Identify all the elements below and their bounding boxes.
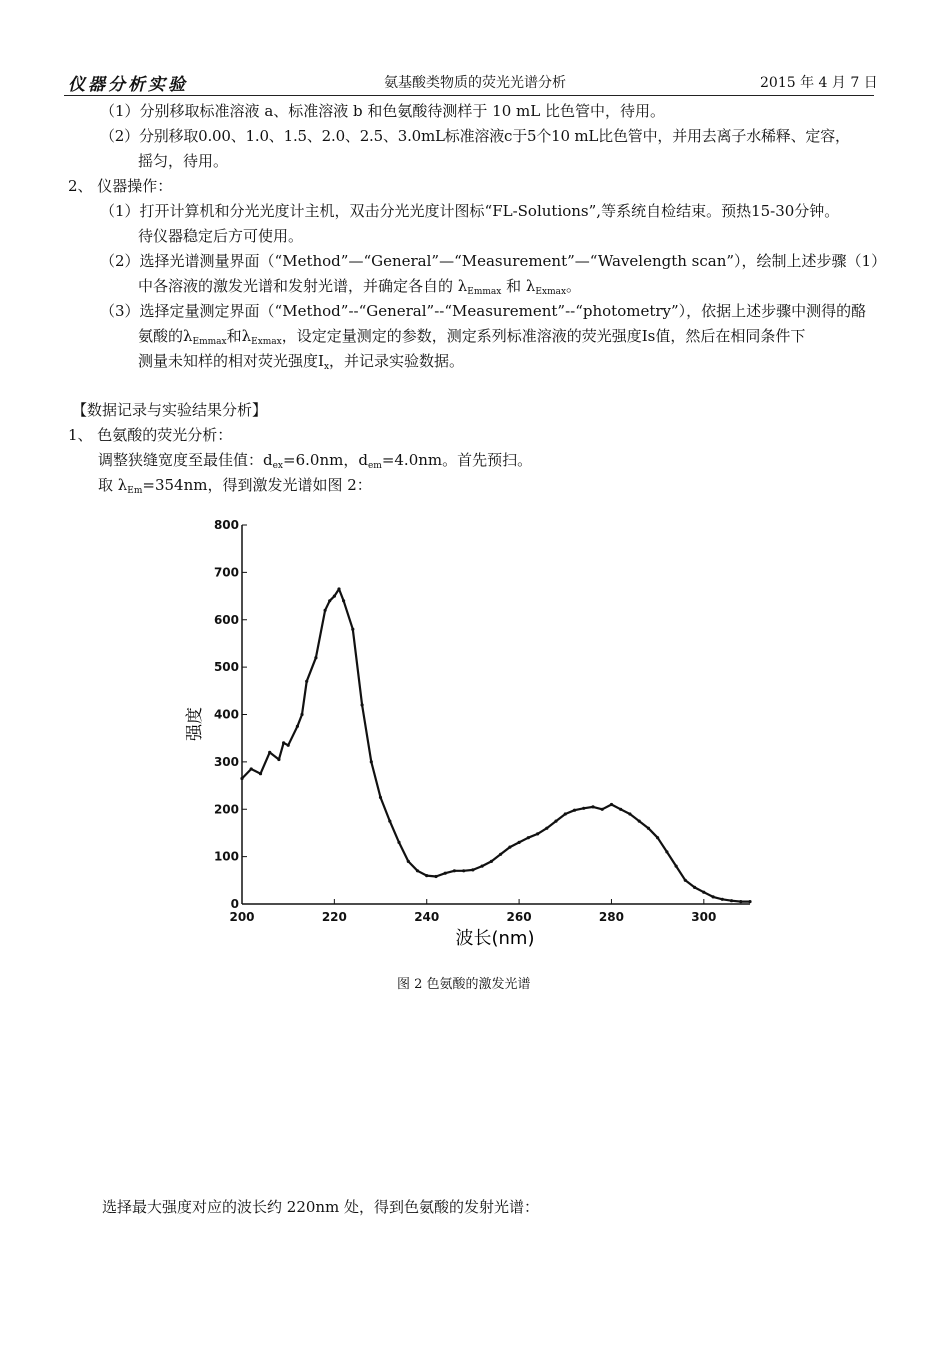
chart-axes (242, 525, 750, 904)
data-point (702, 891, 705, 894)
data-point (591, 805, 594, 808)
y-tick-label: 700 (213, 565, 239, 580)
data-point (712, 895, 715, 898)
text-line: 摇匀，待用。 (138, 152, 229, 170)
data-point (397, 841, 400, 844)
data-point (425, 874, 428, 877)
data-point (305, 680, 308, 683)
text-line: 待仪器稳定后方可使用。 (138, 227, 304, 245)
data-point (277, 758, 280, 761)
subscript: x (323, 362, 330, 372)
data-point (370, 760, 373, 763)
data-point (619, 808, 622, 811)
data-point (499, 853, 502, 856)
text-line: （2）选择光谱测量界面（“Method”—“General”—“Measurement”—“Wavelength scan”），绘制上述步骤（1） (100, 252, 887, 270)
data-point (601, 808, 604, 811)
text-line: 选择最大强度对应的波长约 220nm 处，得到色氨酸的发射光谱： (102, 1198, 540, 1216)
data-point (564, 812, 567, 815)
text-line: 1、 色氨酸的荧光分析： (68, 426, 233, 444)
x-tick-label: 280 (598, 910, 624, 924)
data-point (434, 875, 437, 878)
data-point (638, 820, 641, 823)
chart-series (240, 587, 751, 903)
text-line (138, 351, 464, 377)
x-tick-label: 260 (506, 910, 532, 924)
text-line (98, 475, 372, 501)
data-point (453, 869, 456, 872)
text-span: 测量未知样的相对荧光强度I (138, 352, 324, 370)
chart-ticks (214, 518, 716, 924)
data-point (536, 832, 539, 835)
x-tick-label: 300 (691, 910, 717, 924)
text-span: 。 (566, 277, 582, 295)
data-point (573, 809, 576, 812)
data-point (268, 751, 271, 754)
text-line: （1）分别移取标准溶液 a、标准溶液 b 和色氨酸待测样于 10 mL 比色管中，待用。 (100, 102, 665, 120)
data-point (328, 599, 331, 602)
subscript: ex (272, 461, 284, 471)
subscript: Em (127, 486, 143, 496)
data-point (665, 850, 668, 853)
data-point (259, 772, 262, 775)
text-span: 氨酸的λ (138, 327, 193, 345)
y-tick-label: 0 (230, 897, 239, 911)
data-point (416, 869, 419, 872)
header-date: 2015 年 4 月 7 日 (760, 75, 878, 91)
subscript: Emmax (467, 287, 502, 297)
data-point (407, 860, 410, 863)
data-point (481, 865, 484, 868)
text-line (98, 450, 532, 476)
data-point (361, 703, 364, 706)
text-span: 中各溶液的激发光谱和发射光谱，并确定各自的 λ (138, 277, 468, 295)
data-point (471, 868, 474, 871)
data-point (282, 741, 285, 744)
data-point (379, 796, 382, 799)
data-point (250, 767, 253, 770)
x-tick-label: 200 (229, 910, 255, 924)
data-point (721, 898, 724, 901)
y-axis-label: 强度 (185, 707, 205, 741)
text-span: 和 λ (501, 277, 536, 295)
y-tick-label: 100 (213, 849, 239, 864)
data-point (324, 609, 327, 612)
text-line (138, 276, 581, 302)
subscript: em (367, 461, 382, 471)
text-span: =354nm，得到激发光谱如图 2： (142, 476, 372, 494)
y-tick-label: 400 (213, 707, 239, 722)
data-point (739, 900, 742, 903)
data-point (748, 900, 751, 903)
data-point (351, 628, 354, 631)
subscript: Exmax (535, 287, 567, 297)
data-point (342, 599, 345, 602)
text-line: （1）打开计算机和分光光度计主机，双击分光光度计图标“FL-Solutions”,等系统自检结束。预热15-30分钟。 (100, 202, 840, 220)
data-point (337, 587, 340, 590)
text-line (138, 326, 805, 352)
text-line: 2、 仪器操作： (68, 177, 173, 195)
subscript: Emmax (192, 337, 227, 347)
data-point (628, 812, 631, 815)
data-point (388, 820, 391, 823)
figure-caption: 图 2 色氨酸的激发光谱 (397, 977, 531, 992)
data-point (545, 827, 548, 830)
data-point (490, 860, 493, 863)
data-point (527, 836, 530, 839)
data-point (675, 865, 678, 868)
header-experiment-title: 氨基酸类物质的荧光光谱分析 (384, 75, 566, 91)
data-point (582, 807, 585, 810)
data-point (444, 872, 447, 875)
excitation-spectrum-chart (170, 510, 770, 960)
text-span: ，并记录实验数据。 (329, 352, 465, 370)
data-point (647, 827, 650, 830)
data-point (240, 777, 243, 780)
header-divider (64, 95, 874, 96)
text-line: （2）分别移取0.00、1.0、1.5、2.0、2.5、3.0mL标准溶液c于5个10 mL比色管中，并用去离子水稀释、定容， (100, 127, 850, 145)
data-point (287, 744, 290, 747)
text-span: 和λ (226, 327, 252, 345)
subscript: Exmax (251, 337, 282, 347)
data-point (656, 836, 659, 839)
data-point (693, 886, 696, 889)
data-point (508, 846, 511, 849)
data-point (296, 725, 299, 728)
x-axis-label: 波长(nm) (455, 928, 535, 949)
data-point (300, 713, 303, 716)
section-heading: 【数据记录与实验结果分析】 (72, 401, 268, 419)
text-span: 调整狭缝宽度至最佳值：d (98, 451, 273, 469)
y-tick-label: 500 (213, 660, 239, 675)
y-tick-label: 600 (213, 612, 239, 627)
header-course-title: 仪器分析实验 (68, 75, 188, 95)
y-tick-label: 800 (213, 518, 239, 532)
text-span: ，设定定量测定的参数，测定系列标准溶液的荧光强度Is值，然后在相同条件下 (281, 327, 806, 345)
text-span: =4.0nm。首先预扫。 (381, 451, 533, 469)
y-tick-label: 200 (213, 802, 239, 817)
excitation-spectrum-line (242, 589, 750, 902)
data-point (610, 803, 613, 806)
data-point (730, 899, 733, 902)
x-tick-label: 240 (414, 910, 440, 924)
x-tick-label: 220 (321, 910, 347, 924)
data-point (333, 595, 336, 598)
data-point (314, 656, 317, 659)
text-line: （3）选择定量测定界面（“Method”--“General”--“Measurement”--“photometry”），依据上述步骤中测得的酪 (100, 302, 867, 320)
text-span: 取 λ (98, 476, 128, 494)
y-tick-label: 300 (213, 754, 239, 769)
text-span: =6.0nm，d (283, 451, 368, 469)
data-point (684, 879, 687, 882)
data-point (518, 841, 521, 844)
data-point (554, 820, 557, 823)
data-point (462, 869, 465, 872)
